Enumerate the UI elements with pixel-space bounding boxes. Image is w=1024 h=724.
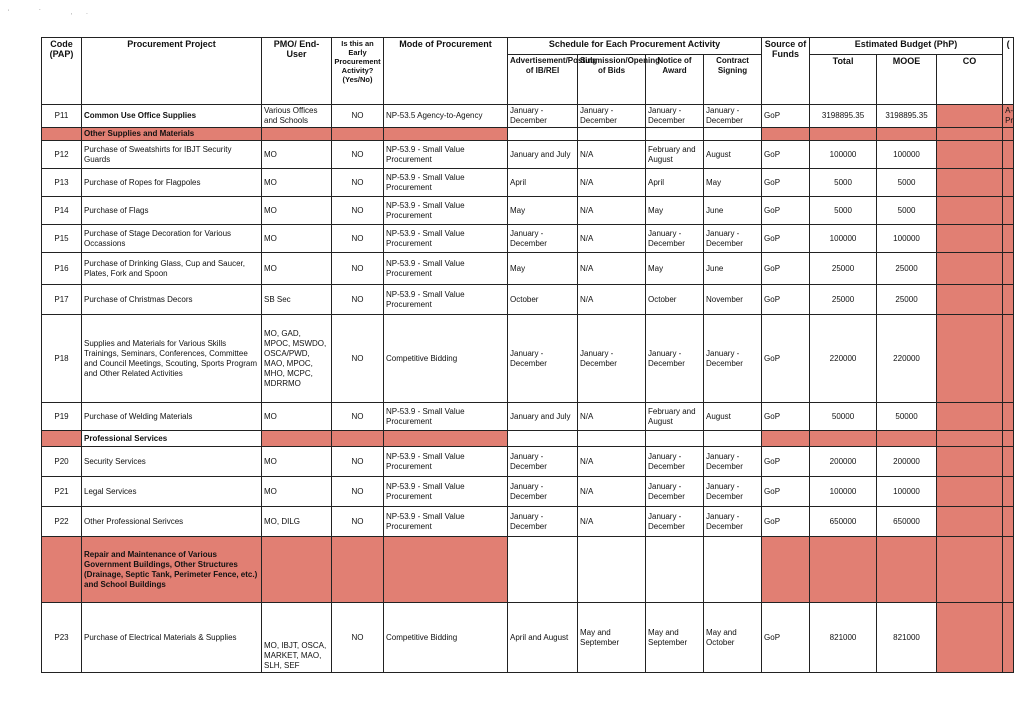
cell-pmo: MO [262, 253, 332, 285]
section-cell [332, 431, 384, 447]
cell-project: Legal Services [82, 477, 262, 507]
cell-notice: May and September [646, 603, 704, 673]
cell-notice: January - December [646, 105, 704, 128]
cell-contract: August [704, 141, 762, 169]
cell-submission: N/A [578, 477, 646, 507]
cell-project: Purchase of Ropes for Flagpoles [82, 169, 262, 197]
section-cell [508, 431, 578, 447]
cell-contract: January - December [704, 225, 762, 253]
cell-co [937, 169, 1003, 197]
edge-text: A- [1005, 106, 1014, 115]
cell-early: NO [332, 477, 384, 507]
cell-source: GoP [762, 105, 810, 128]
cell-mooe: 220000 [877, 315, 937, 403]
cell-notice: February and August [646, 403, 704, 431]
edge-text: Pr [1005, 116, 1014, 125]
table-row [42, 141, 1014, 169]
cell-pmo: MO [262, 197, 332, 225]
cell-advertisement: January - December [508, 315, 578, 403]
section-cell [646, 128, 704, 141]
section-cell [384, 431, 508, 447]
cell-pmo: MO [262, 225, 332, 253]
header-budget: Estimated Budget (PhP) [810, 38, 1003, 55]
cell-mode: NP-53.9 - Small Value Procurement [384, 477, 508, 507]
header-contract: Contract Signing [704, 55, 762, 105]
section-cell [762, 128, 810, 141]
section-cell [508, 128, 578, 141]
cell-submission: N/A [578, 447, 646, 477]
header-notice: Notice of Award [646, 55, 704, 105]
cell-mode: Competitive Bidding [384, 603, 508, 673]
table-row [42, 603, 1014, 673]
cell-contract: January - December [704, 447, 762, 477]
cell-notice: May [646, 253, 704, 285]
cell-mode: NP-53.9 - Small Value Procurement [384, 285, 508, 315]
cell-project: Purchase of Flags [82, 197, 262, 225]
cell-early: NO [332, 403, 384, 431]
cell-code: P12 [42, 141, 82, 169]
cell-advertisement: May [508, 197, 578, 225]
cell-notice: January - December [646, 315, 704, 403]
cell-advertisement: January and July [508, 141, 578, 169]
cell-mode: NP-53.9 - Small Value Procurement [384, 225, 508, 253]
section-cell [810, 128, 877, 141]
header-co: CO [937, 55, 1003, 105]
cell-source: GoP [762, 315, 810, 403]
cell-mooe: 3198895.35 [877, 105, 937, 128]
cell-mooe: 5000 [877, 197, 937, 225]
section-cell [937, 537, 1003, 603]
cell-notice: January - December [646, 507, 704, 537]
cell-co [937, 447, 1003, 477]
header-submission: Submission/Opening of Bids [578, 55, 646, 105]
cell-advertisement: January - December [508, 225, 578, 253]
cell-notice: May [646, 197, 704, 225]
cell-total: 100000 [810, 477, 877, 507]
header-mode: Mode of Procurement [384, 38, 508, 105]
cell-submission: N/A [578, 197, 646, 225]
cell-early: NO [332, 315, 384, 403]
cell-early: NO [332, 197, 384, 225]
cell-edge [1003, 105, 1014, 128]
cell-total: 650000 [810, 507, 877, 537]
cell-contract: January - December [704, 105, 762, 128]
cell-edge [1003, 141, 1014, 169]
cell-submission: N/A [578, 141, 646, 169]
section-row [42, 431, 1014, 447]
cell-source: GoP [762, 477, 810, 507]
cell-pmo: MO, DILG [262, 507, 332, 537]
cell-notice: October [646, 285, 704, 315]
cell-early: NO [332, 225, 384, 253]
cell-mode: NP-53.5 Agency-to-Agency [384, 105, 508, 128]
cell-advertisement: January - December [508, 105, 578, 128]
cell-early: NO [332, 253, 384, 285]
cell-co [937, 253, 1003, 285]
cell-contract: January - December [704, 507, 762, 537]
section-cell [1003, 128, 1014, 141]
cell-pmo: MO [262, 169, 332, 197]
cell-edge [1003, 603, 1014, 673]
cell-submission: May and September [578, 603, 646, 673]
section-title: Professional Services [82, 431, 262, 447]
cell-submission: N/A [578, 285, 646, 315]
table-row [42, 225, 1014, 253]
header-source: Source of Funds [762, 38, 810, 105]
cell-mode: NP-53.9 - Small Value Procurement [384, 447, 508, 477]
section-cell [262, 431, 332, 447]
section-cell [646, 431, 704, 447]
cell-co [937, 225, 1003, 253]
section-cell [332, 537, 384, 603]
header-pmo: PMO/ End-User [262, 38, 332, 105]
cell-code: P19 [42, 403, 82, 431]
cell-pmo: MO [262, 403, 332, 431]
cell-advertisement: April and August [508, 603, 578, 673]
table-row [42, 507, 1014, 537]
cell-contract: August [704, 403, 762, 431]
header-early: Is this an Early Procurement Activity? (Yes/No) [332, 38, 384, 105]
cell-project: Purchase of Stage Decoration for Various Occassions [82, 225, 262, 253]
cell-submission: N/A [578, 507, 646, 537]
section-cell [762, 537, 810, 603]
section-cell [646, 537, 704, 603]
cell-project: Common Use Office Supplies [82, 105, 262, 128]
cell-mode: NP-53.9 - Small Value Procurement [384, 169, 508, 197]
procurement-table [41, 37, 1014, 673]
cell-advertisement: April [508, 169, 578, 197]
cell-notice: February and August [646, 141, 704, 169]
cell-pmo: MO, GAD, MPOC, MSWDO, OSCA/PWD, MAO, MPOC, MHO, MCPC, MDRRMO [262, 315, 332, 403]
cell-code: P21 [42, 477, 82, 507]
cell-mooe: 100000 [877, 477, 937, 507]
cell-code: P11 [42, 105, 82, 128]
cell-project: Other Professional Serivces [82, 507, 262, 537]
table-row [42, 105, 1014, 128]
cell-source: GoP [762, 253, 810, 285]
cell-pmo: SB Sec [262, 285, 332, 315]
cell-mooe: 25000 [877, 253, 937, 285]
cell-submission: January - December [578, 105, 646, 128]
cell-early: NO [332, 169, 384, 197]
cell-total: 3198895.35 [810, 105, 877, 128]
section-cell [262, 128, 332, 141]
cell-code: P15 [42, 225, 82, 253]
section-cell [704, 431, 762, 447]
cell-early: NO [332, 105, 384, 128]
section-cell [810, 537, 877, 603]
table-row [42, 169, 1014, 197]
cell-edge [1003, 403, 1014, 431]
cell-mode: NP-53.9 - Small Value Procurement [384, 507, 508, 537]
section-cell [877, 128, 937, 141]
cell-edge [1003, 225, 1014, 253]
section-cell [42, 537, 82, 603]
cell-early: NO [332, 285, 384, 315]
cell-mooe: 100000 [877, 225, 937, 253]
cell-early: NO [332, 141, 384, 169]
cell-submission: N/A [578, 169, 646, 197]
table-row [42, 285, 1014, 315]
section-cell [42, 128, 82, 141]
cell-edge [1003, 315, 1014, 403]
cell-co [937, 285, 1003, 315]
header-code: Code (PAP) [42, 38, 82, 105]
cell-mooe: 5000 [877, 169, 937, 197]
cell-total: 50000 [810, 403, 877, 431]
cell-edge [1003, 253, 1014, 285]
cell-contract: January - December [704, 477, 762, 507]
cell-code: P17 [42, 285, 82, 315]
header-edge: ( [1003, 38, 1014, 105]
section-cell [1003, 431, 1014, 447]
section-cell [578, 128, 646, 141]
cell-mooe: 25000 [877, 285, 937, 315]
header-total: Total [810, 55, 877, 105]
cell-source: GoP [762, 447, 810, 477]
section-cell [704, 128, 762, 141]
cell-mode: NP-53.9 - Small Value Procurement [384, 253, 508, 285]
cell-total: 220000 [810, 315, 877, 403]
cell-mode: NP-53.9 - Small Value Procurement [384, 403, 508, 431]
cell-mode: NP-53.9 - Small Value Procurement [384, 141, 508, 169]
section-cell [877, 537, 937, 603]
cell-mode: Competitive Bidding [384, 315, 508, 403]
table-row [42, 197, 1014, 225]
section-title: Repair and Maintenance of Various Government Buildings, Other Structures (Drainage, Septic Tank, Perimeter Fence, etc.) and School Buildings [82, 537, 262, 603]
section-cell [810, 431, 877, 447]
cell-co [937, 403, 1003, 431]
cell-mooe: 821000 [877, 603, 937, 673]
cell-total: 25000 [810, 285, 877, 315]
section-cell [877, 431, 937, 447]
cell-total: 5000 [810, 197, 877, 225]
cell-code: P20 [42, 447, 82, 477]
cell-source: GoP [762, 603, 810, 673]
cell-source: GoP [762, 169, 810, 197]
cell-pmo: MO, IBJT, OSCA, MARKET, MAO, SLH, SEF [262, 603, 332, 673]
section-cell [704, 537, 762, 603]
cell-total: 100000 [810, 225, 877, 253]
cell-source: GoP [762, 225, 810, 253]
section-cell [42, 431, 82, 447]
section-row [42, 537, 1014, 603]
cell-edge [1003, 169, 1014, 197]
cell-submission: N/A [578, 225, 646, 253]
cell-co [937, 105, 1003, 128]
cell-submission: January - December [578, 315, 646, 403]
cell-contract: November [704, 285, 762, 315]
cell-project: Purchase of Electrical Materials & Supplies [82, 603, 262, 673]
cell-mooe: 650000 [877, 507, 937, 537]
section-cell [384, 128, 508, 141]
cell-source: GoP [762, 403, 810, 431]
cell-pmo: MO [262, 447, 332, 477]
cell-source: GoP [762, 507, 810, 537]
cell-contract: June [704, 253, 762, 285]
cell-advertisement: May [508, 253, 578, 285]
cell-early: NO [332, 507, 384, 537]
cell-pmo: Various Offices and Schools [262, 105, 332, 128]
procurement-sheet [41, 37, 1014, 673]
cell-co [937, 477, 1003, 507]
table-row [42, 315, 1014, 403]
cell-edge [1003, 477, 1014, 507]
cell-mooe: 50000 [877, 403, 937, 431]
cell-advertisement: January - December [508, 477, 578, 507]
cell-project: Security Services [82, 447, 262, 477]
section-cell [332, 128, 384, 141]
cell-total: 25000 [810, 253, 877, 285]
section-cell [937, 431, 1003, 447]
cell-submission: N/A [578, 253, 646, 285]
cell-source: GoP [762, 285, 810, 315]
cell-early: NO [332, 447, 384, 477]
scan-specks: ' ` ,. [8, 10, 102, 16]
cell-code: P13 [42, 169, 82, 197]
cell-advertisement: January and July [508, 403, 578, 431]
section-cell [937, 128, 1003, 141]
cell-project: Purchase of Sweatshirts for IBJT Security Guards [82, 141, 262, 169]
cell-co [937, 197, 1003, 225]
table-row [42, 447, 1014, 477]
cell-co [937, 507, 1003, 537]
cell-project: Purchase of Drinking Glass, Cup and Saucer, Plates, Fork and Spoon [82, 253, 262, 285]
cell-contract: May [704, 169, 762, 197]
header-mooe: MOOE [877, 55, 937, 105]
header-project: Procurement Project [82, 38, 262, 105]
header-schedule: Schedule for Each Procurement Activity [508, 38, 762, 55]
section-title: Other Supplies and Materials [82, 128, 262, 141]
cell-notice: January - December [646, 447, 704, 477]
cell-pmo: MO [262, 141, 332, 169]
cell-total: 200000 [810, 447, 877, 477]
cell-project: Purchase of Welding Materials [82, 403, 262, 431]
section-cell [508, 537, 578, 603]
cell-notice: January - December [646, 225, 704, 253]
cell-advertisement: January - December [508, 447, 578, 477]
cell-co [937, 315, 1003, 403]
cell-co [937, 141, 1003, 169]
table-row [42, 253, 1014, 285]
cell-pmo: MO [262, 477, 332, 507]
cell-advertisement: January - December [508, 507, 578, 537]
section-row [42, 128, 1014, 141]
cell-contract: May and October [704, 603, 762, 673]
cell-edge [1003, 197, 1014, 225]
cell-advertisement: October [508, 285, 578, 315]
section-cell [262, 537, 332, 603]
cell-mooe: 100000 [877, 141, 937, 169]
section-cell [762, 431, 810, 447]
cell-contract: June [704, 197, 762, 225]
cell-code: P22 [42, 507, 82, 537]
cell-total: 821000 [810, 603, 877, 673]
table-row [42, 477, 1014, 507]
header-advertisement: Advertisement/Posting of IB/REI [508, 55, 578, 105]
cell-code: P14 [42, 197, 82, 225]
cell-notice: April [646, 169, 704, 197]
cell-project: Purchase of Christmas Decors [82, 285, 262, 315]
section-cell [384, 537, 508, 603]
cell-co [937, 603, 1003, 673]
cell-mooe: 200000 [877, 447, 937, 477]
cell-notice: January - December [646, 477, 704, 507]
cell-edge [1003, 285, 1014, 315]
cell-edge [1003, 447, 1014, 477]
cell-project: Supplies and Materials for Various Skills Trainings, Seminars, Conferences, Committee and Council Meetings, Scouting, Sports Program and Other Related Activities [82, 315, 262, 403]
cell-code: P23 [42, 603, 82, 673]
cell-source: GoP [762, 197, 810, 225]
section-cell [578, 431, 646, 447]
cell-early: NO [332, 603, 384, 673]
cell-total: 5000 [810, 169, 877, 197]
cell-mode: NP-53.9 - Small Value Procurement [384, 197, 508, 225]
section-cell [578, 537, 646, 603]
cell-contract: January - December [704, 315, 762, 403]
section-cell [1003, 537, 1014, 603]
cell-total: 100000 [810, 141, 877, 169]
cell-edge [1003, 507, 1014, 537]
cell-code: P16 [42, 253, 82, 285]
cell-submission: N/A [578, 403, 646, 431]
cell-code: P18 [42, 315, 82, 403]
cell-source: GoP [762, 141, 810, 169]
table-row [42, 403, 1014, 431]
